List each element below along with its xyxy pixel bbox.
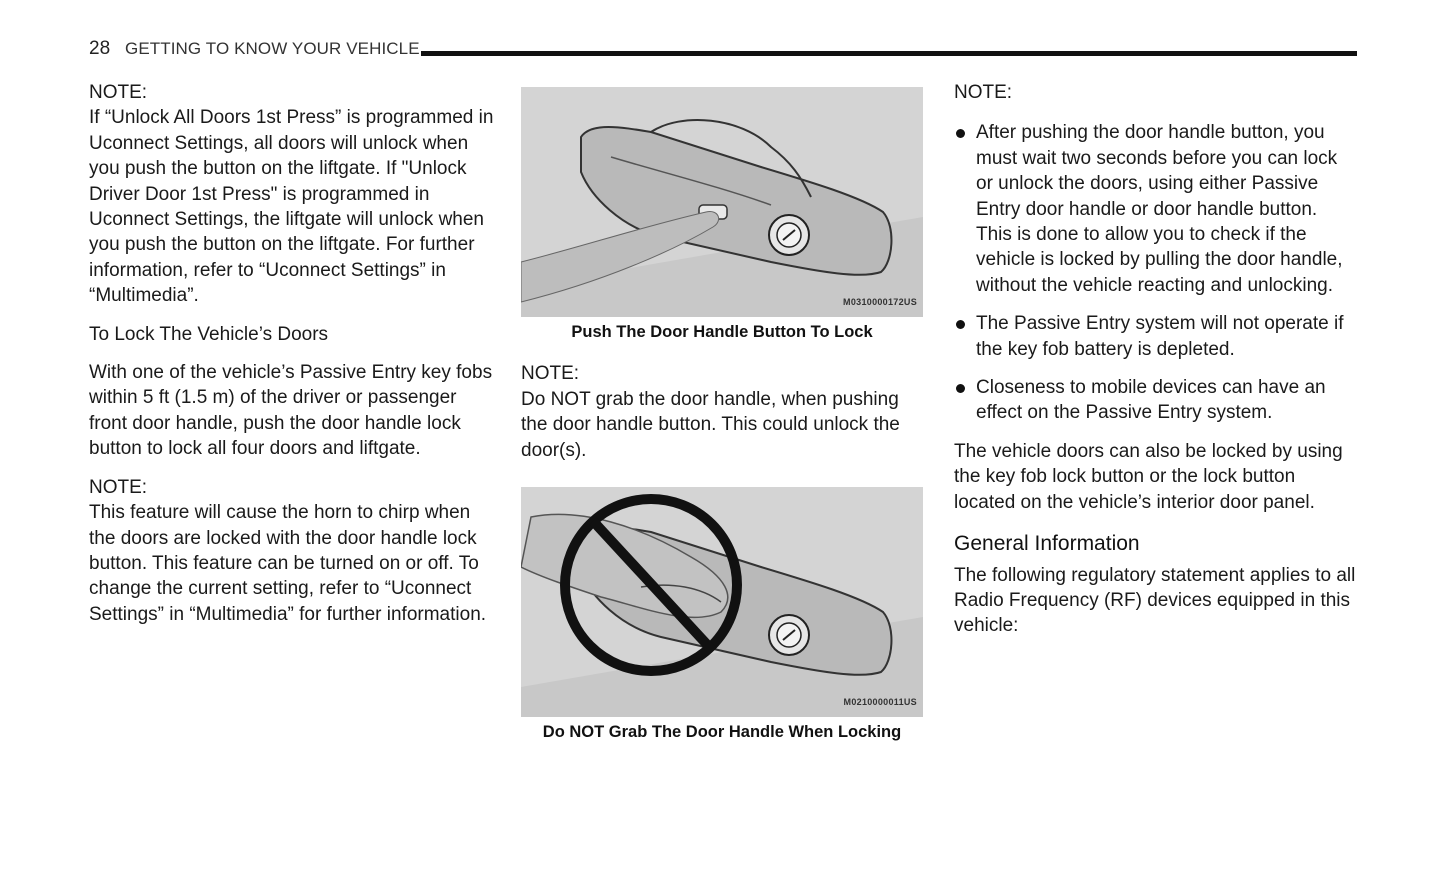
note-text: If “Unlock All Doors 1st Press” is programmed in Uconnect Settings, all doors will unlock when you push the button on the liftgate. If "Unlock Driver Door 1st Press" is programmed in Uconnect Settings, the liftgate will unlock when you push the button on the liftgate. For further information, refer to “Uconnect Settings” in “Multimedia”. bbox=[89, 107, 494, 307]
list-item bbox=[954, 120, 1356, 298]
note-label: NOTE: bbox=[89, 476, 148, 498]
figure-code: M0310000172US bbox=[843, 296, 917, 307]
bullet-icon bbox=[956, 129, 965, 138]
note-label: NOTE: bbox=[521, 363, 580, 385]
page-header bbox=[89, 38, 1357, 64]
bullet-text: Closeness to mobile devices can have an effect on the Passive Entry system. bbox=[976, 377, 1326, 424]
body-paragraph: With one of the vehicle’s Passive Entry key fobs within 5 ft (1.5 m) of the driver or passenger front door handle, push the door handle lock button to lock all four doors and liftgate. bbox=[89, 362, 493, 460]
figure-caption: Do NOT Grab The Door Handle When Locking bbox=[542, 723, 902, 742]
list-item bbox=[954, 311, 1356, 362]
figure-caption: Push The Door Handle Button To Lock bbox=[571, 323, 873, 341]
figure-code: M0210000011US bbox=[843, 696, 917, 707]
bullet-list bbox=[954, 120, 1356, 425]
list-item bbox=[954, 375, 1356, 426]
bullet-icon bbox=[956, 384, 965, 393]
right-column bbox=[954, 80, 1356, 639]
figure-do-not-grab bbox=[521, 487, 923, 717]
door-handle-illustration bbox=[521, 87, 923, 317]
body-paragraph: The vehicle doors can also be locked by using the key fob lock button or the lock button located on the vehicle’s interior door panel. bbox=[954, 440, 1343, 513]
bullet-icon bbox=[956, 320, 965, 329]
figure-push-button bbox=[521, 87, 923, 317]
section-title: GETTING TO KNOW YOUR VEHICLE bbox=[125, 39, 420, 58]
prohibition-icon bbox=[521, 487, 923, 717]
header-rule bbox=[421, 51, 1357, 56]
note-label: NOTE: bbox=[89, 82, 148, 103]
heading-general-information: General Information bbox=[954, 532, 1140, 556]
page-number: 28 bbox=[89, 38, 111, 59]
note-label: NOTE: bbox=[954, 82, 1013, 103]
left-column bbox=[89, 80, 494, 627]
note-text: This feature will cause the horn to chirp when the doors are locked with the door handle lock button. This feature can be turned on or off. To change the current setting, refer to “Uconnect Settings” in “Multimedia” for further information. bbox=[89, 502, 487, 625]
info-paragraph: The following regulatory statement applies to all Radio Frequency (RF) devices equipped in this vehicle: bbox=[954, 564, 1356, 637]
bullet-text: After pushing the door handle button, you must wait two seconds before you can lock or unlock the doors, using either Passive Entry door handle or door handle button. This is done to allow you to check if the vehicle is locked by pulling the door handle, without the vehicle reacting and unlocking. bbox=[976, 122, 1343, 296]
note-text: Do NOT grab the door handle, when pushing the door handle button. This could unlock the door(s). bbox=[521, 388, 900, 461]
bullet-text: The Passive Entry system will not operate if the key fob battery is depleted. bbox=[976, 313, 1344, 360]
subheading-lock-doors: To Lock The Vehicle’s Doors bbox=[89, 323, 329, 345]
middle-column bbox=[521, 87, 923, 745]
